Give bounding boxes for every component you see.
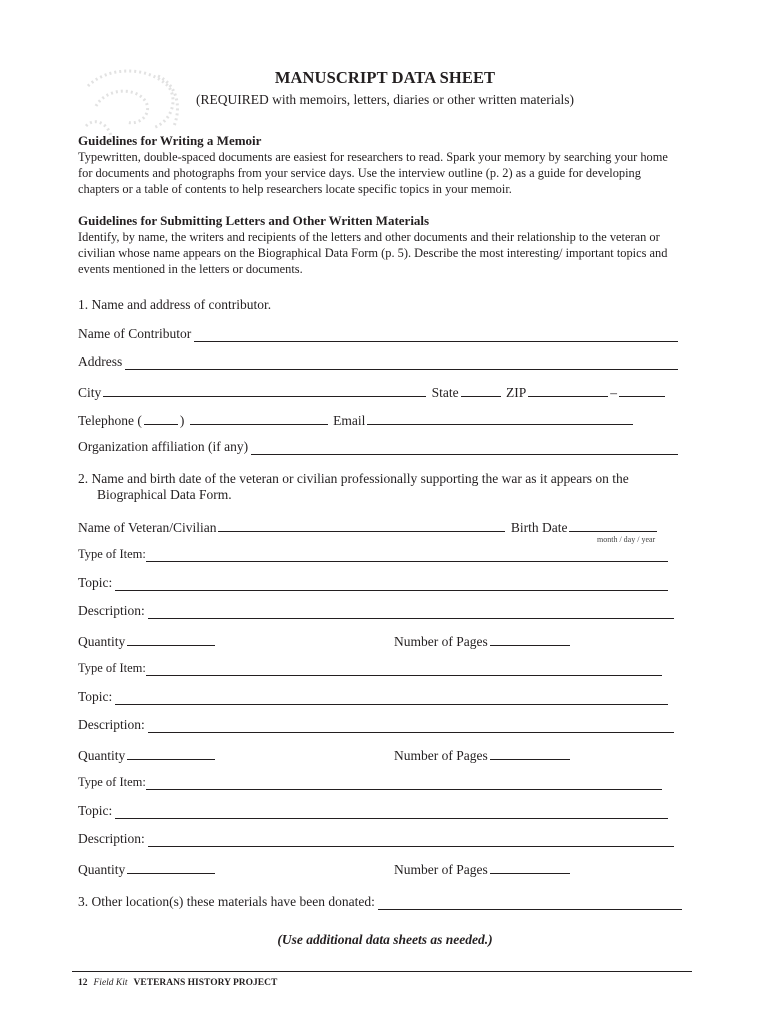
item-3-quantity-row xyxy=(78,860,217,879)
item-1-description-field[interactable] xyxy=(78,603,676,619)
item-2-description-field[interactable] xyxy=(78,717,676,733)
item-3-topic-field[interactable] xyxy=(78,803,670,819)
contributor-name-field[interactable] xyxy=(78,326,680,342)
telephone-label: Telephone ( xyxy=(78,413,142,428)
veteran-name-label: Name of Veteran/Civilian xyxy=(78,520,217,535)
section-2-label-continued: Biographical Data Form. xyxy=(97,487,232,502)
closing-note: (Use additional data sheets as needed.) xyxy=(277,932,493,947)
item-2-topic-field[interactable] xyxy=(78,689,670,705)
city-input[interactable] xyxy=(103,383,426,397)
item-pages-label: Number of Pages xyxy=(394,748,488,763)
address-input[interactable] xyxy=(125,356,678,370)
item-1-type-field[interactable] xyxy=(78,547,670,562)
item-description-label: Description: xyxy=(78,831,145,846)
item-3-pages-input[interactable] xyxy=(490,860,570,874)
contributor-name-label: Name of Contributor xyxy=(78,326,192,341)
item-type-label: Type of Item: xyxy=(78,775,146,789)
item-2-topic-input[interactable] xyxy=(115,691,668,705)
item-3-type-field[interactable] xyxy=(78,775,664,790)
item-1-quantity-input[interactable] xyxy=(127,632,215,646)
other-locations-field[interactable] xyxy=(78,894,684,910)
birth-date-label: Birth Date xyxy=(510,520,568,535)
item-pages-label: Number of Pages xyxy=(394,862,488,877)
zip-input[interactable] xyxy=(528,383,608,397)
item-1-description-input[interactable] xyxy=(148,605,674,619)
birth-date-format-hint: month / day / year xyxy=(597,535,656,544)
item-1-pages-row xyxy=(394,632,572,651)
address-label: Address xyxy=(78,354,123,369)
item-2-type-field[interactable] xyxy=(78,661,664,676)
section-1-label: 1. Name and address of contributor. xyxy=(78,297,272,312)
item-3-type-input[interactable] xyxy=(146,776,662,790)
veteran-birth-row xyxy=(78,518,659,537)
item-quantity-label: Quantity xyxy=(78,862,126,877)
section-3-label: 3. Other location(s) these materials have been donated: xyxy=(78,894,375,909)
organization-label: Organization affiliation (if any) xyxy=(78,439,249,454)
email-input[interactable] xyxy=(367,411,633,425)
telephone-email-row xyxy=(78,411,635,430)
item-2-quantity-row xyxy=(78,746,217,765)
letters-guidelines-heading: Guidelines for Submitting Letters and Other Written Materials xyxy=(78,213,430,228)
field-kit-label: Field Kit xyxy=(93,978,128,988)
zip-dash: – xyxy=(610,385,618,400)
item-type-label: Type of Item: xyxy=(78,661,146,675)
item-topic-label: Topic: xyxy=(78,803,113,818)
telephone-close-paren: ) xyxy=(179,413,185,428)
item-3-pages-row xyxy=(394,860,572,879)
item-topic-label: Topic: xyxy=(78,689,113,704)
item-2-type-input[interactable] xyxy=(146,662,662,676)
telephone-number-input[interactable] xyxy=(190,411,328,425)
veteran-name-input[interactable] xyxy=(218,518,505,532)
page-number: 12 xyxy=(78,978,88,988)
organization-input[interactable] xyxy=(251,441,678,455)
page-footer xyxy=(78,978,277,988)
organization-field[interactable] xyxy=(78,439,680,455)
contributor-name-input[interactable] xyxy=(194,328,678,342)
city-state-zip-row xyxy=(78,383,667,402)
memoir-guidelines-text: Typewritten, double-spaced documents are easiest for researchers to read. Spark your memory by searching your home for documents and photographs from your service days. Use the interview outline (p. 2) as a guide for developing chapters or a table of contents to help researchers locate specific topics in your memoir. xyxy=(78,150,668,196)
page-title: MANUSCRIPT DATA SHEET xyxy=(274,68,496,87)
item-1-quantity-row xyxy=(78,632,217,651)
footer-divider xyxy=(72,971,692,972)
item-1-type-input[interactable] xyxy=(146,548,668,562)
item-1-topic-field[interactable] xyxy=(78,575,670,591)
item-description-label: Description: xyxy=(78,717,145,732)
item-2-quantity-input[interactable] xyxy=(127,746,215,760)
memoir-guidelines-heading: Guidelines for Writing a Memoir xyxy=(78,133,262,148)
city-label: City xyxy=(78,385,102,400)
other-locations-input[interactable] xyxy=(378,896,682,910)
item-2-description-input[interactable] xyxy=(148,719,674,733)
item-type-label: Type of Item: xyxy=(78,547,146,561)
item-quantity-label: Quantity xyxy=(78,748,126,763)
item-description-label: Description: xyxy=(78,603,145,618)
page-subtitle: (REQUIRED with memoirs, letters, diaries or other written materials) xyxy=(196,92,574,107)
item-pages-label: Number of Pages xyxy=(394,634,488,649)
state-input[interactable] xyxy=(461,383,501,397)
address-field[interactable] xyxy=(78,354,680,370)
zip-extension-input[interactable] xyxy=(619,383,665,397)
item-2-pages-row xyxy=(394,746,572,765)
telephone-area-code-input[interactable] xyxy=(144,411,178,425)
item-1-topic-input[interactable] xyxy=(115,577,668,591)
state-label: State xyxy=(431,385,459,400)
section-2-label: 2. Name and birth date of the veteran or civilian professionally supporting the war as it appears on the xyxy=(78,471,629,486)
item-topic-label: Topic: xyxy=(78,575,113,590)
item-3-topic-input[interactable] xyxy=(115,805,668,819)
item-3-description-field[interactable] xyxy=(78,831,676,847)
item-quantity-label: Quantity xyxy=(78,634,126,649)
item-2-pages-input[interactable] xyxy=(490,746,570,760)
birth-date-input[interactable] xyxy=(569,518,657,532)
item-3-description-input[interactable] xyxy=(148,833,674,847)
letters-guidelines-text: Identify, by name, the writers and recipients of the letters and other documents and their relationship to the veteran or civilian whose name appears on the Biographical Data Form (p. 5). Describe the most interesting/ important topics and events mentioned in the letters or documents. xyxy=(78,230,668,276)
email-label: Email xyxy=(333,413,366,428)
item-1-pages-input[interactable] xyxy=(490,632,570,646)
project-name: VETERANS HISTORY PROJECT xyxy=(133,978,278,988)
zip-label: ZIP xyxy=(506,385,527,400)
item-3-quantity-input[interactable] xyxy=(127,860,215,874)
